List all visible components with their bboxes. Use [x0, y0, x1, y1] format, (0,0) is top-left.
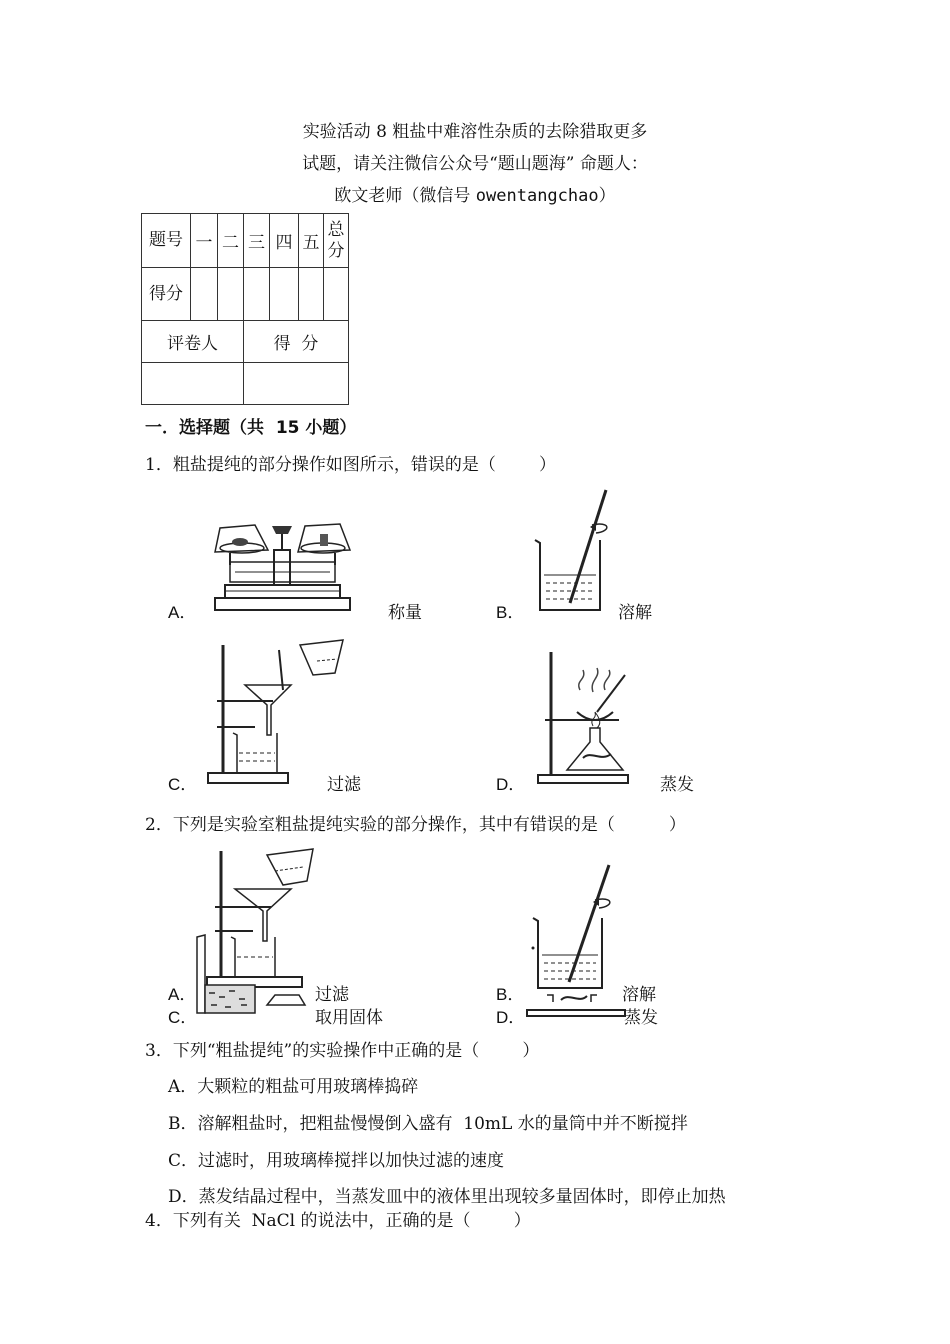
- score-table-header-number: 题号: [142, 214, 191, 268]
- dissolving-beaker-illustration: [530, 485, 615, 615]
- score-value-cell[interactable]: [244, 363, 349, 405]
- score-table-col-4: 四: [270, 214, 299, 268]
- q3-option-b[interactable]: B．溶解粗盐时，把粗盐慢慢倒入盛有 10mL 水的量筒中并不断搅拌: [168, 1114, 688, 1134]
- q2-option-a-caption: 过滤: [315, 985, 349, 1005]
- score-table-col-total: 总分: [324, 214, 349, 268]
- q1-option-b-letter[interactable]: B．: [496, 603, 525, 622]
- score-cell[interactable]: [191, 268, 218, 321]
- score-label: 得 分: [244, 321, 349, 363]
- q2-option-d-caption: 蒸发: [624, 1008, 658, 1028]
- q1-option-d-caption: 蒸发: [660, 775, 694, 795]
- q2-option-c-caption: 取用固体: [315, 1008, 383, 1028]
- q3-option-d[interactable]: D．蒸发结晶过程中，当蒸发皿中的液体里出现较多量固体时，即停止加热: [168, 1187, 726, 1207]
- header-line-1: 实验活动 8 粗盐中难溶性杂质的去除猎取更多: [302, 122, 648, 142]
- balance-illustration: [210, 520, 355, 615]
- q1-option-d-letter[interactable]: D．: [496, 775, 526, 794]
- header-line-3: 欧文老师（微信号 owentangchao）: [334, 186, 616, 206]
- q2-option-b-caption: 溶解: [622, 985, 656, 1005]
- dissolving-evaporation-illustration: [525, 860, 625, 1020]
- score-table: [141, 213, 349, 405]
- evaporation-illustration: [535, 650, 635, 785]
- question-2-stem: 2．下列是实验室粗盐提纯实验的部分操作，其中有错误的是（ ）: [145, 815, 686, 835]
- question-3-stem: 3．下列“粗盐提纯”的实验操作中正确的是（ ）: [145, 1041, 540, 1061]
- score-cell[interactable]: [299, 268, 324, 321]
- q1-option-a-letter[interactable]: A．: [168, 603, 197, 622]
- grader-cell[interactable]: [142, 363, 244, 405]
- q2-option-a-letter[interactable]: A．: [168, 985, 197, 1004]
- score-table-col-5: 五: [299, 214, 324, 268]
- score-table-col-2: 二: [218, 214, 244, 268]
- question-1-stem: 1．粗盐提纯的部分操作如图所示，错误的是（ ）: [145, 455, 557, 475]
- q2-option-b-letter[interactable]: B．: [496, 985, 525, 1004]
- filtration-illustration: [205, 635, 355, 785]
- q2-option-d-letter[interactable]: D．: [496, 1008, 526, 1027]
- q1-option-b-caption: 溶解: [618, 603, 652, 623]
- score-table-col-3: 三: [244, 214, 270, 268]
- grader-label: 评卷人: [142, 321, 244, 363]
- score-table-col-1: 一: [191, 214, 218, 268]
- score-cell[interactable]: [218, 268, 244, 321]
- question-4-stem: 4．下列有关 NaCl 的说法中，正确的是（ ）: [145, 1211, 531, 1231]
- q1-option-c-caption: 过滤: [327, 775, 361, 795]
- score-table-score-label: 得分: [142, 268, 191, 321]
- section-heading: 一．选择题（共 15 小题）: [145, 418, 357, 438]
- q1-option-a-caption: 称量: [388, 603, 422, 623]
- score-cell[interactable]: [270, 268, 299, 321]
- wechat-id: owentangchao: [475, 186, 599, 206]
- score-cell[interactable]: [244, 268, 270, 321]
- q2-option-c-letter[interactable]: C．: [168, 1008, 198, 1027]
- q1-option-c-letter[interactable]: C．: [168, 775, 198, 794]
- q3-option-c[interactable]: C．过滤时，用玻璃棒搅拌以加快过滤的速度: [168, 1151, 505, 1171]
- header-line-2: 试题，请关注微信公众号“题山题海” 命题人：: [302, 154, 648, 174]
- score-cell[interactable]: [324, 268, 349, 321]
- q3-option-a[interactable]: A．大颗粒的粗盐可用玻璃棒捣碎: [168, 1077, 419, 1097]
